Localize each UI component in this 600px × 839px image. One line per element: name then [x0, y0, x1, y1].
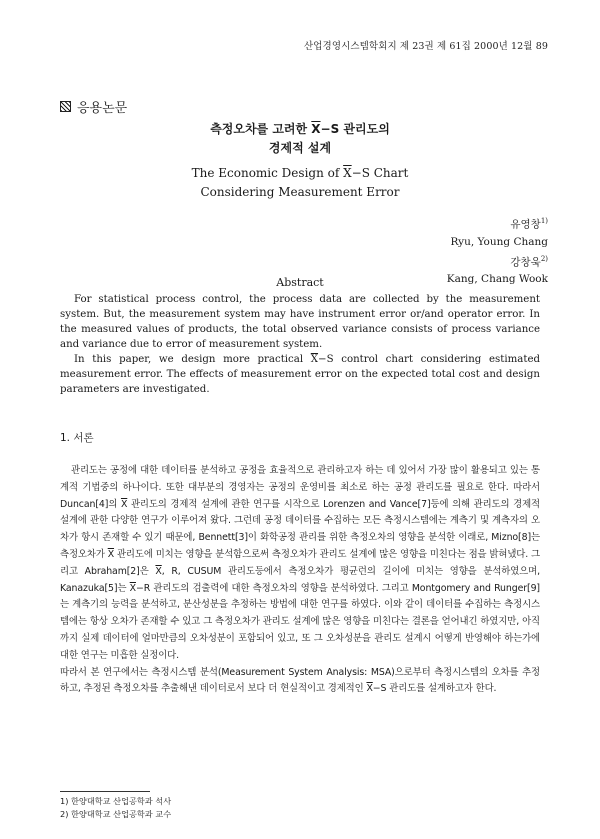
- author-name-ko: 유영창: [510, 218, 541, 231]
- footnote-divider: [60, 791, 150, 792]
- korean-title: [0, 120, 600, 158]
- author-2-en: Kang, Chang Wook: [446, 273, 548, 285]
- xbar-symbol: $\overline{X}$: [366, 683, 373, 695]
- section-label-text: 응용논문: [77, 101, 128, 116]
- author-1-ko: [447, 213, 548, 234]
- text-run: −R 관리도의 검출력에 대한 측정오차의 영향을 분석하였다. 그리고 Montgomery and Runger[9]는 계측기의 능력을 분석하고, 분산성분을 추정하는 방법에 대한 연구를 하였다. 이와 같이 데이터를 수집하는 측정시스템에는 항상 오차가 존재할 수 있고 그 측정오차가 관리도 설계에 많은 영향을 미친다는 결론을 얻어내긴 하였지만, 아직까지 실제 데이터에 얼마만큼의 오차성분이 포함되어 있고, 또 그 오차성분을 관리도 설계시 어떻게 반영해야 하는가에 대한 연구는 미흡한 실정이다.: [60, 582, 540, 661]
- text-run: In this paper, we design more practical: [74, 354, 311, 365]
- xbar-symbol: $\overline{X}$: [120, 498, 128, 510]
- text-run: 관리도의 경제적 설계에 관한 연구를 시작으로 Lorenzen and Vance[7]등에 의해 관리도의 경제적 설계에 관한 다양한 연구가 이루어져 왔다. 그런데 공정 데이터를 수집하는 모든 측정시스템에는 계측기 및 계측자의 오차가 항시 존재할 수 있기 때문에, Bennett[3]이 화학공정 관리를 위한 측정오차의 영향을 분석한 이래로, Mizno[8]는 측정오차가: [60, 498, 540, 560]
- korean-title-part: 측정오차를 고려한: [210, 122, 312, 136]
- xbar-symbol: $\overline{X}$: [107, 548, 115, 560]
- xbar-symbol: $\overline{X}$: [129, 582, 136, 594]
- text-run: , R, CUSUM 관리도등에서 측정오차가 평균런의 길이에 미치는 영향을 분석하였으며, Kanazuka[5]는: [60, 565, 540, 594]
- abstract-heading: Abstract: [276, 276, 324, 289]
- footnotes: [60, 795, 171, 821]
- section-heading: 1. 서론: [60, 432, 94, 444]
- xbar-symbol: $\overline{X}$: [155, 565, 162, 577]
- xbar-symbol: $\overline{X}$: [343, 166, 352, 180]
- text-run: −S control chart considering estimated measurement error. The effects of measurement error on the expected total cost and design parameters are investigated.: [60, 354, 540, 395]
- author-1-en: Ryu, Young Chang: [450, 235, 548, 248]
- xbar-symbol: $\overline{X}$: [311, 122, 321, 136]
- abstract-paragraph: [60, 352, 540, 397]
- footnote-1: 1) 한양대학교 산업공학과 석사: [60, 796, 172, 806]
- english-title: [0, 164, 600, 202]
- korean-title-part: −S 관리도의: [320, 122, 390, 136]
- english-title-line2: Considering Measurement Error: [200, 185, 400, 199]
- footnote-2: 2) 한양대학교 산업공학과 교수: [60, 809, 172, 819]
- abstract-body: [60, 292, 540, 397]
- abstract-paragraph: For statistical process control, the process data are collected by the measurement system. But, the measurement system may have instrument error or/and operator error. In the measured values of products, the total observed variance consists of process variance and variance due to error of measurement system.: [60, 294, 540, 350]
- korean-title-line2: 경제적 설계: [268, 141, 332, 155]
- footnote-marker: 1): [540, 217, 548, 225]
- text-run: −S 관리도를 설계하고자 한다.: [372, 683, 497, 695]
- text-run: 관리도는 공정에 대한 데이터를 분석하고 공정을 효율적으로 관리하고자 하는 데 있어서 가장 많이 활용되고 있는 통계적 기법중의 하나이다. 또한 대부분의 경영자는 공정의 운영비를 최소로 하는 공정 관리도를 필요로 한다. 따라서 Duncan[4]의: [60, 465, 540, 510]
- section-label: [60, 97, 127, 116]
- xbar-symbol: $\overline{X}$: [310, 354, 319, 365]
- introduction-body: [60, 463, 540, 698]
- text-run: 관리도에 미치는 영향을 분석함으로써 측정오차가 관리도 설계에 많은 영향을 미친다는 점을 밝혀냈다. 그리고 Abraham[2]은: [60, 548, 540, 577]
- author-name-ko: 강창욱: [510, 256, 541, 268]
- text-run: 따라서 본 연구에서는 측정시스템 분석(Measurement System Analysis: MSA)으로부터 측정시스템의 오차를 추정하고, 추정된 측정오차를 추출해낸 데이터로서 보다 더 현실적이고 경제적인: [60, 666, 540, 695]
- running-head: 산업경영시스템학회지 제 23권 제 61집 2000년 12월 89: [303, 41, 548, 52]
- title-block: [0, 120, 600, 202]
- body-paragraph: [60, 463, 540, 665]
- hatched-square-icon: [60, 101, 71, 112]
- body-paragraph: [60, 665, 540, 699]
- author-2-ko: [447, 251, 548, 272]
- english-title-part: −S Chart: [351, 166, 409, 180]
- footnote-marker: 2): [540, 254, 548, 263]
- english-title-part: The Economic Design of: [191, 166, 344, 180]
